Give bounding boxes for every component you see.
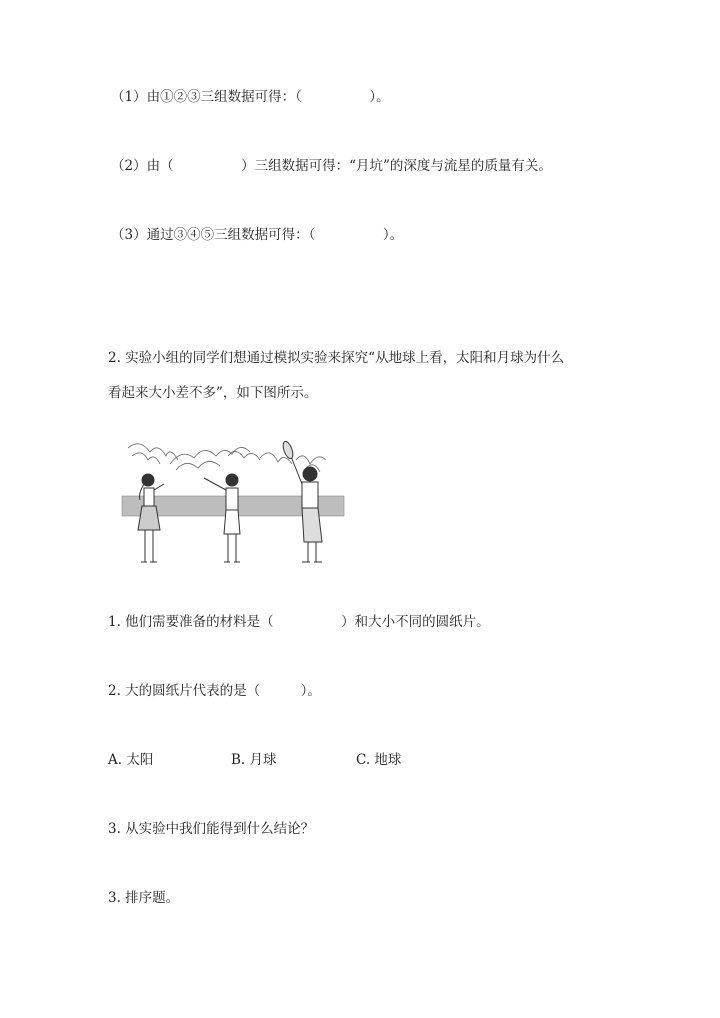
- part1-q1: （1）由①②③三组数据可得：（ ）。: [111, 89, 390, 105]
- option-c: C. 地球: [356, 752, 402, 768]
- experiment-illustration: [120, 438, 346, 574]
- question2-intro-line2: 看起来大小差不多”，如下图所示。: [108, 385, 318, 401]
- option-a: A. 太阳: [108, 752, 154, 768]
- child-figure: [204, 474, 240, 562]
- question2-intro-line1: 2. 实验小组的同学们想通过模拟实验来探究“从地球上看，太阳和月球为什么: [108, 350, 565, 366]
- question2-sub2: 2. 大的圆纸片代表的是（ ）。: [108, 683, 321, 699]
- girl-figure: [138, 474, 164, 562]
- question3-title: 3. 排序题。: [108, 890, 180, 906]
- question2-sub1: 1. 他们需要准备的材料是（ ）和大小不同的圆纸片。: [108, 614, 490, 630]
- part1-q3: （3）通过③④⑤三组数据可得：（ ）。: [111, 227, 404, 243]
- question2-sub3: 3. 从实验中我们能得到什么结论？: [108, 821, 315, 837]
- foliage: [128, 444, 326, 472]
- part1-q2: （2）由（ ）三组数据可得：“月坑”的深度与流星的质量有关。: [111, 158, 552, 174]
- option-b: B. 月球: [231, 752, 277, 768]
